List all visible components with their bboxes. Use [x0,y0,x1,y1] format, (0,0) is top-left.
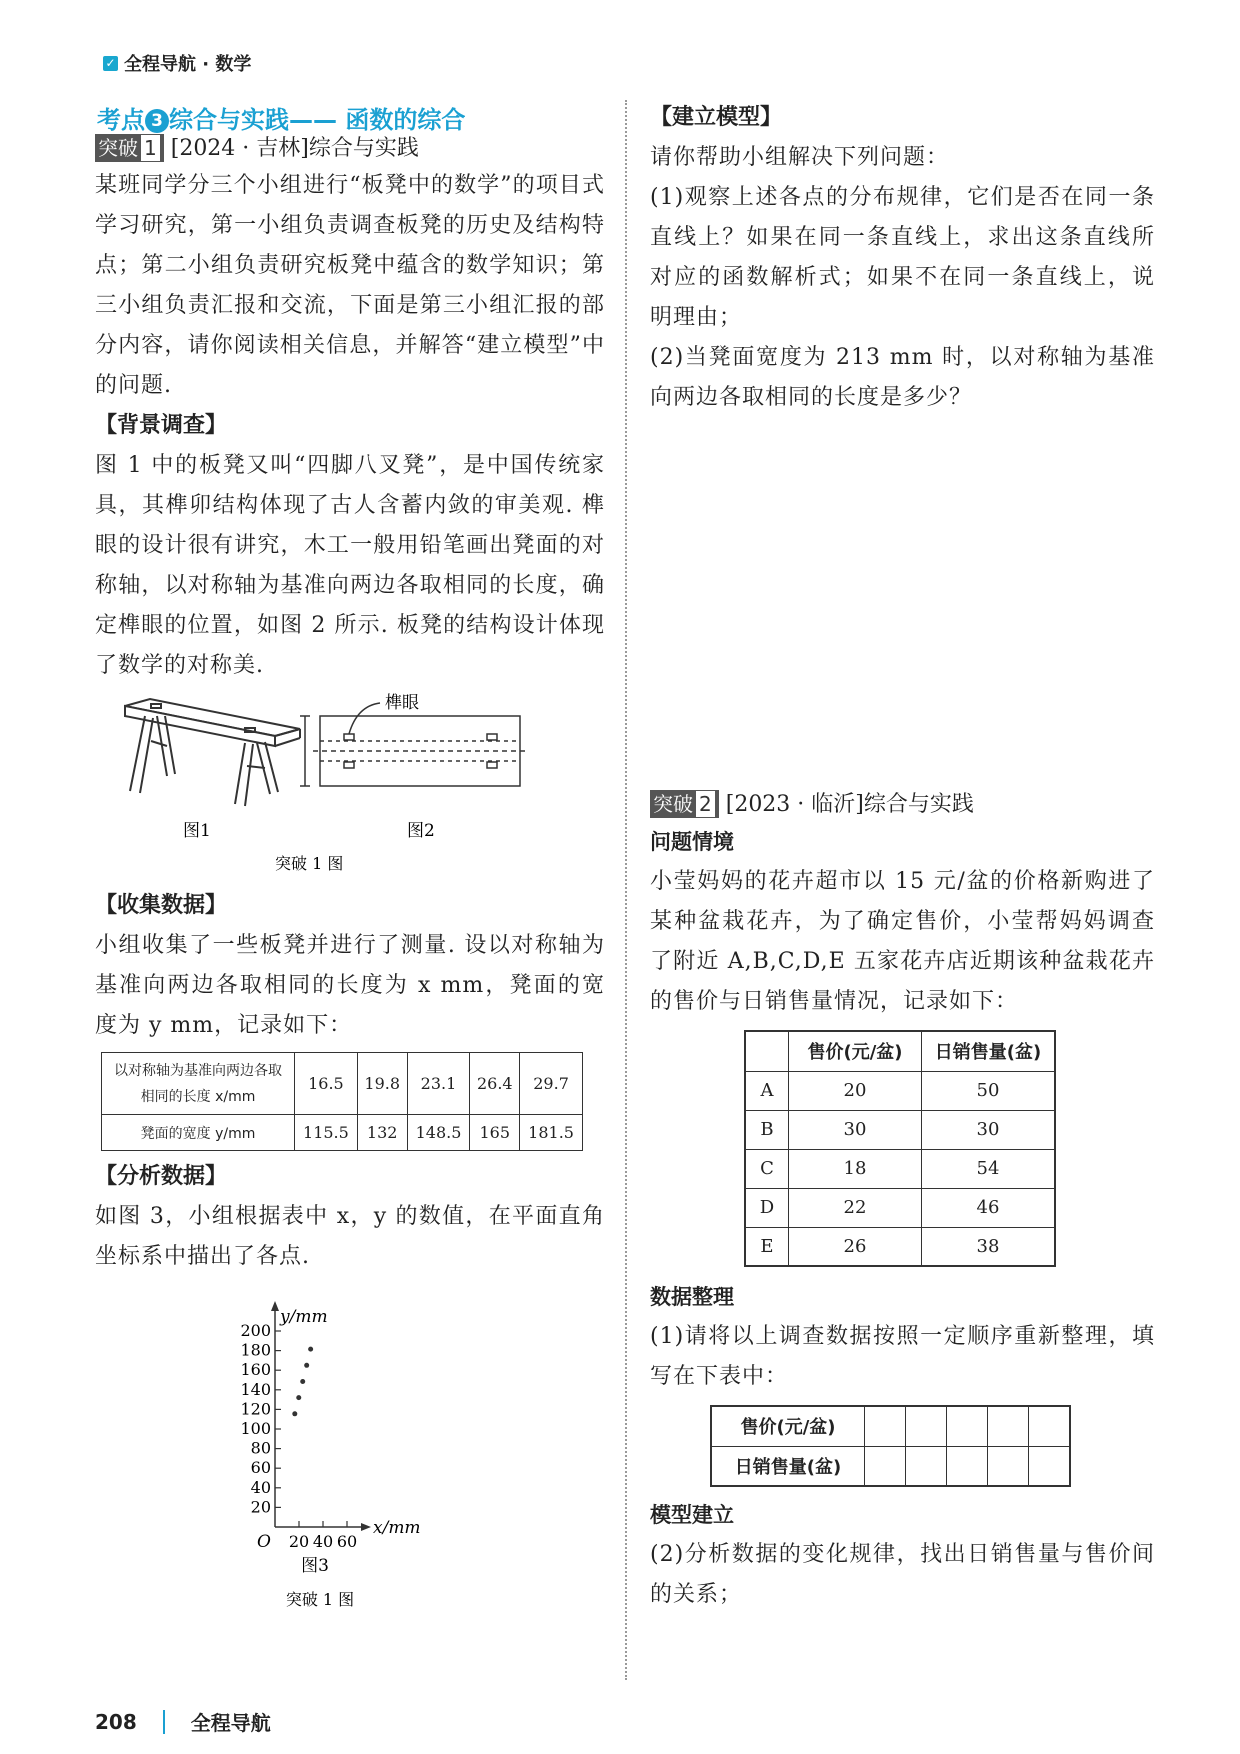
data-point [292,1411,297,1416]
table-cell: 132 [357,1115,407,1151]
blank-cell[interactable] [947,1406,988,1446]
table-cell: 26 [789,1227,922,1266]
table-cell: 29.7 [520,1053,583,1115]
y-tick-label: 180 [240,1340,271,1360]
problem1-intro: 某班同学分三个小组进行“板凳中的数学”的项目式学习研究，第一小组负责调查板凳的历史及结构特点；第二小组负责研究板凳中蕴含的数学知识；第三小组负责汇报和交流，下面是第三小组汇报的部分内容，请你阅读相关信息，并解答“建立模型”中的问题. [95,173,605,398]
blank-table [710,1405,1071,1487]
section-number: 3 [145,109,169,133]
data-point [296,1395,301,1400]
data-point [304,1363,309,1368]
blank-cell[interactable] [1029,1406,1071,1446]
collect-text: 小组收集了一些板凳并进行了测量. 设以对称轴为基准向两边各取相同的长度为 x mm，凳面的宽度为 y mm，记录如下： [95,933,605,1038]
check-icon: ✓ [103,56,118,71]
y-tick-label: 160 [240,1360,271,1380]
background-heading: 【背景调查】 [95,413,228,438]
fig1-label: 图1 [183,821,211,841]
header-title: 全程导航 · 数学 [124,54,252,75]
situation-heading: 问题情境 [650,830,734,854]
fig2-label: 图2 [407,821,435,841]
y-tick-label: 100 [240,1419,271,1438]
table-cell: A [745,1071,789,1110]
footer-divider [163,1710,165,1734]
fig3-label: 图3 [301,1556,329,1576]
survey-table [744,1030,1056,1267]
y-tick-label: 80 [250,1438,271,1458]
data-point [300,1379,305,1384]
blank-cell[interactable] [906,1406,947,1446]
table-cell: 18 [789,1149,922,1188]
table-cell: B [745,1110,789,1149]
x-tick-label: 60 [336,1532,358,1551]
blank-cell[interactable] [988,1446,1029,1486]
scatter-chart [95,1277,605,1607]
table-cell: E [745,1227,789,1266]
page-number: 208 [95,1709,137,1734]
blank-cell[interactable] [947,1446,988,1486]
bench-drawing [125,699,300,806]
blank-row1-label: 售价(元/盆) [711,1406,865,1446]
table-cell: 46 [922,1188,1056,1227]
figure3 [95,1277,605,1607]
table-cell: 50 [922,1071,1056,1110]
blank-cell[interactable] [1029,1446,1071,1486]
x-tick-label: 20 [288,1532,310,1551]
right-column [650,98,1155,1615]
blank-cell[interactable] [865,1446,906,1486]
situation-text: 小莹妈妈的花卉超市以 15 元/盆的价格新购进了某种盆栽花卉，为了确定售价，小莹帮妈妈调查了附近 A,B,C,D,E 五家花卉店近期该种盆栽花卉的售价与日销售量情况，记录如下： [650,869,1155,1014]
blank-row2-label: 日销售量(盆) [711,1446,865,1486]
organize-text: (1)请将以上调查数据按照一定顺序重新整理，填写在下表中： [650,1324,1155,1389]
figures-1-2 [95,686,605,886]
build-text: (2)分析数据的变化规律，找出日销售量与售价间的关系； [650,1542,1155,1607]
table-cell: 165 [470,1115,520,1151]
answer-space [650,418,1155,788]
bench-top-view [300,703,527,786]
y-axis-label: y/mm [280,1307,328,1327]
x-axis-arrow [361,1523,371,1531]
table-header [745,1031,789,1071]
table-cell: C [745,1149,789,1188]
fig3-caption: 突破 1 图 [285,1590,355,1607]
problem2-heading [650,788,1155,822]
table-cell: 19.8 [357,1053,407,1115]
problem1-source: [2024 · 吉林]综合与实践 [170,136,419,161]
table-cell: D [745,1188,789,1227]
collect-heading: 【收集数据】 [95,893,228,918]
section-title [97,100,465,135]
analyze-text: 如图 3，小组根据表中 x，y 的数值，在平面直角坐标系中描出了各点. [95,1204,605,1269]
origin-label: O [257,1532,271,1552]
table-cell: 30 [922,1110,1056,1149]
y-tick-label: 20 [250,1497,271,1517]
page-header [103,50,251,76]
y-tick-label: 140 [240,1379,271,1399]
table-header: 售价(元/盆) [789,1031,922,1071]
y-tick-label: 200 [240,1321,271,1340]
section-prefix: 考点 [97,106,145,134]
problem1-heading [95,132,605,166]
question-2: (2)当凳面宽度为 213 mm 时，以对称轴为基准向两边各取相同的长度是多少？ [650,345,1155,410]
y-tick-label: 120 [240,1399,271,1419]
problem2-source: [2023 · 临沂]综合与实践 [725,792,974,817]
problem2-tag: 突破 2 [650,790,719,818]
measurement-table [101,1052,583,1151]
question-1: (1)观察上述各点的分布规律，它们是否在同一条直线上？如果在同一条直线上，求出这条直线所对应的函数解析式；如果不在同一条直线上，说明理由； [650,185,1155,330]
table-cell: 181.5 [520,1115,583,1151]
model-heading: 【建立模型】 [650,105,783,130]
build-heading: 模型建立 [650,1503,734,1527]
blank-cell[interactable] [865,1406,906,1446]
model-text: 请你帮助小组解决下列问题： [650,145,950,170]
table-cell: 16.5 [295,1053,358,1115]
bench-figures [95,686,605,886]
analyze-heading: 【分析数据】 [95,1164,228,1189]
y-axis-arrow [271,1301,279,1311]
y-tick-label: 40 [250,1477,271,1497]
x-tick-label: 40 [312,1532,334,1551]
mortise-label: 榫眼 [385,693,419,713]
data-point [308,1347,313,1352]
problem1-tag: 突破 1 [95,134,164,162]
table-cell: 54 [922,1149,1056,1188]
section-title-text: 综合与实践—— 函数的综合 [169,106,466,134]
table-cell: 38 [922,1227,1056,1266]
table-cell: 23.1 [407,1053,470,1115]
row2-label: 凳面的宽度 y/mm [102,1115,295,1151]
x-axis-label: x/mm [373,1518,421,1538]
blank-cell[interactable] [988,1406,1029,1446]
table-cell: 26.4 [470,1053,520,1115]
left-column [95,132,605,1607]
table-cell: 115.5 [295,1115,358,1151]
table-cell: 22 [789,1188,922,1227]
table-header: 日销售量(盆) [922,1031,1056,1071]
page-footer [95,1707,271,1736]
fig12-caption: 突破 1 图 [275,854,344,873]
table-cell: 30 [789,1110,922,1149]
row1-label: 以对称轴为基准向两边各取相同的长度 x/mm [102,1053,295,1115]
column-divider [625,100,627,1680]
y-tick-label: 60 [250,1458,271,1478]
table-cell: 20 [789,1071,922,1110]
organize-heading: 数据整理 [650,1285,734,1309]
blank-cell[interactable] [906,1446,947,1486]
table-cell: 148.5 [407,1115,470,1151]
footer-title: 全程导航 [190,1711,271,1735]
background-text: 图 1 中的板凳又叫“四脚八叉凳”，是中国传统家具，其榫卯结构体现了古人含蓄内敛的审美观. 榫眼的设计很有讲究，木工一般用铅笔画出凳面的对称轴，以对称轴为基准向两边各取相同的长度，确定榫眼的位置，如图 2 所示. 板凳的结构设计体现了数学的对称美. [95,453,605,678]
